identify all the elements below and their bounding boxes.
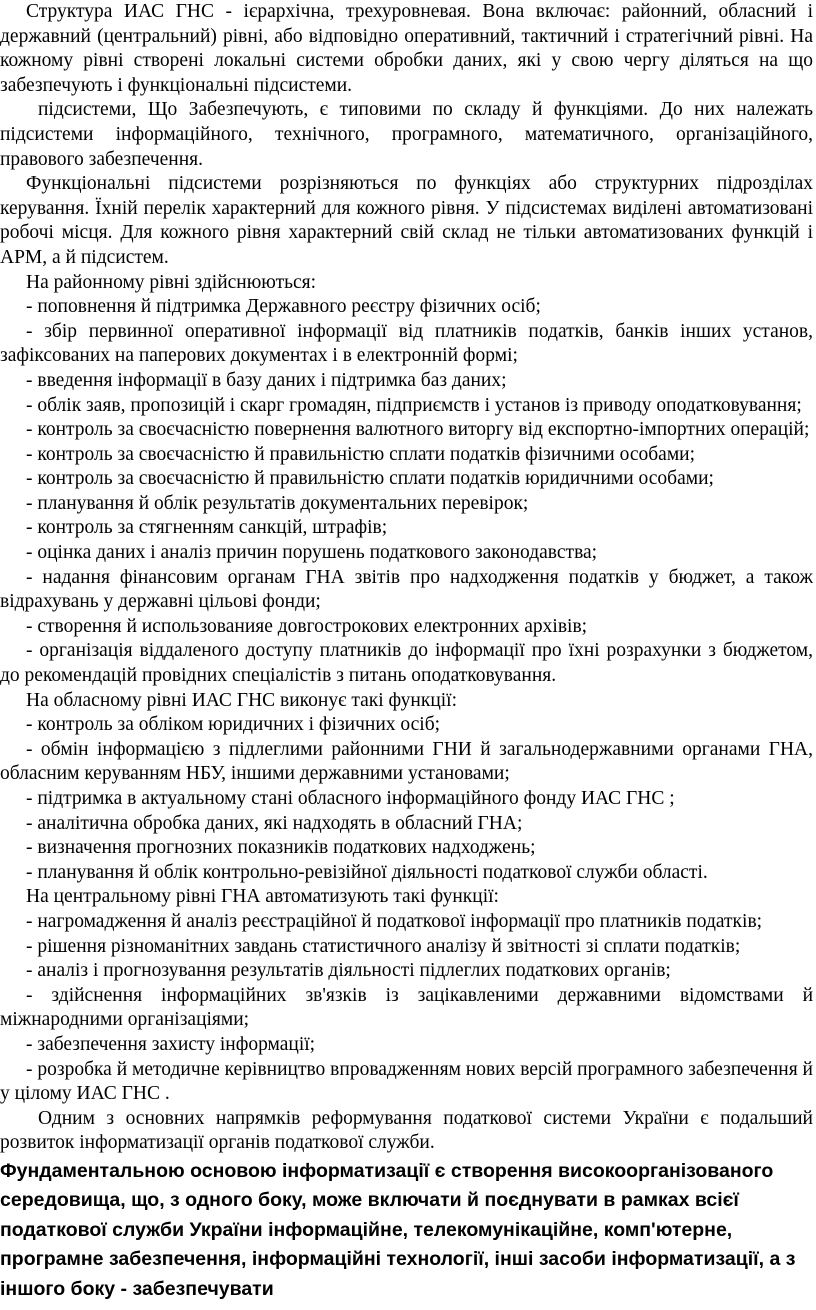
list-item: - планування й облік контрольно-ревізійної діяльності податкової служби області. <box>26 861 708 883</box>
paragraph-structure: Структура ИАС ГНС - ієрархічна, трехуровневая. Вона включає: районний, обласний і державний (центральний) рівні, або відповідно оперативний, тактичний і стратегічний рівні. На кожному рівні створені локальні системи обробки даних, які у свою чергу діляться на що забезпечують і функціональні підсистеми. <box>0 1 813 96</box>
list-item: - визначення прогнозних показників податкових надходжень; <box>26 837 536 859</box>
list-item: - контроль за своєчасністю й правильністю сплати податків фізичними особами; <box>26 443 696 465</box>
list-item: - введення інформації в базу даних і підтримка баз даних; <box>26 369 507 391</box>
list-item: - контроль за своєчасністю повернення валютного виторгу від експортно-імпортних операцій; <box>26 419 810 441</box>
list-item: - планування й облік результатів документальних перевірок; <box>26 492 529 514</box>
paragraph-reform: Одним з основних напрямків реформування податкової системи України є подальший розвиток інформатизації органів податкової служби. <box>0 1107 813 1154</box>
list-item: - створення й использованияе довгострокових електронних архівів; <box>26 615 588 637</box>
paragraph-subsystems: підсистеми, Що Забезпечують, є типовими по складу й функціями. До них належать підсистеми інформаційного, технічного, програмного, математичного, організаційного, правового забезпечення. <box>0 99 813 170</box>
list-item: - контроль за своєчасністю й правильністю сплати податків юридичними особами; <box>26 468 714 490</box>
list-item: - поповнення й підтримка Державного реєстру фізичних осіб; <box>26 296 541 318</box>
list-item: - контроль за стягненням санкцій, штрафів; <box>26 517 388 539</box>
list-item: - організація віддаленого доступу платників до інформації про їхні розрахунки з бюджетом, до рекомендацій провідних спеціалістів з питань оподатковування. <box>0 640 813 687</box>
list-item: - надання фінансовим органам ГНА звітів про надходження податків у бюджет, а також відрахувань у державні цільові фонди; <box>0 566 813 613</box>
list-item: - збір первинної оперативної інформації від платників податків, банків інших установ, зафіксованих на паперових документах і в електронній формі; <box>0 320 813 367</box>
list-item: - здійснення інформаційних зв'язків із зацікавленими державними відомствами й міжнародними організаціями; <box>0 984 813 1031</box>
paragraph-fundamental-basis: Фундаментальною основою інформатизації є створення високоорганізованого середовища, що, з одного боку, може включати й поєднувати в рамках всієї податкової служби України інформаційне, телекомунікаційне, комп'ютерне, програмне забезпечення, інформаційні технології, інші засоби інформатизації, а з іншого боку - забезпечувати <box>0 1159 796 1300</box>
district-level-heading: На районному рівні здійснюються: <box>26 271 317 293</box>
list-item: - обмін інформацією з підлеглими районними ГНИ й загальнодержавними органами ГНА, обласним керуванням НБУ, іншими державними установами; <box>0 738 813 785</box>
list-item: - забезпечення захисту інформації; <box>26 1033 316 1055</box>
paragraph-functional-subsystems: Функціональні підсистеми розрізняються по функціях або структурних підрозділах керування. Їхній перелік характерний для кожного рівня. У підсистемах виділені автоматизовані робочі місця. Для кожного рівня характерний свій склад не тільки автоматизованих функцій і АРМ, а й підсистем. <box>0 173 813 268</box>
list-item: - підтримка в актуальному стані обласного інформаційного фонду ИАС ГНС ; <box>26 788 675 809</box>
list-item: - аналіз і прогнозування результатів діяльності підлеглих податкових органів; <box>26 960 671 982</box>
central-level-heading: На центральному рівні ГНА автоматизують такі функції: <box>26 886 499 908</box>
list-item: - оцінка даних і аналіз причин порушень податкового законодавства; <box>26 542 598 564</box>
list-item: - нагромадження й аналіз реєстраційної й податкової інформації про платників податків; <box>26 910 763 932</box>
list-item: - облік заяв, пропозицій і скарг громадян, підприємств і установ із приводу оподатковування; <box>26 394 802 416</box>
regional-level-heading: На обласному рівні ИАС ГНС виконує такі функції: <box>26 689 458 711</box>
list-item: - аналітична обробка даних, які надходять в обласний ГНА; <box>26 812 523 834</box>
list-item: - розробка й методичне керівництво впровадженням нових версій програмного забезпечення й у цілому ИАС ГНС . <box>0 1058 813 1105</box>
list-item: - контроль за обліком юридичних і фізичних осіб; <box>26 714 441 736</box>
list-item: - рішення різноманітних завдань статистичного аналізу й звітності зі сплати податків; <box>26 935 741 957</box>
